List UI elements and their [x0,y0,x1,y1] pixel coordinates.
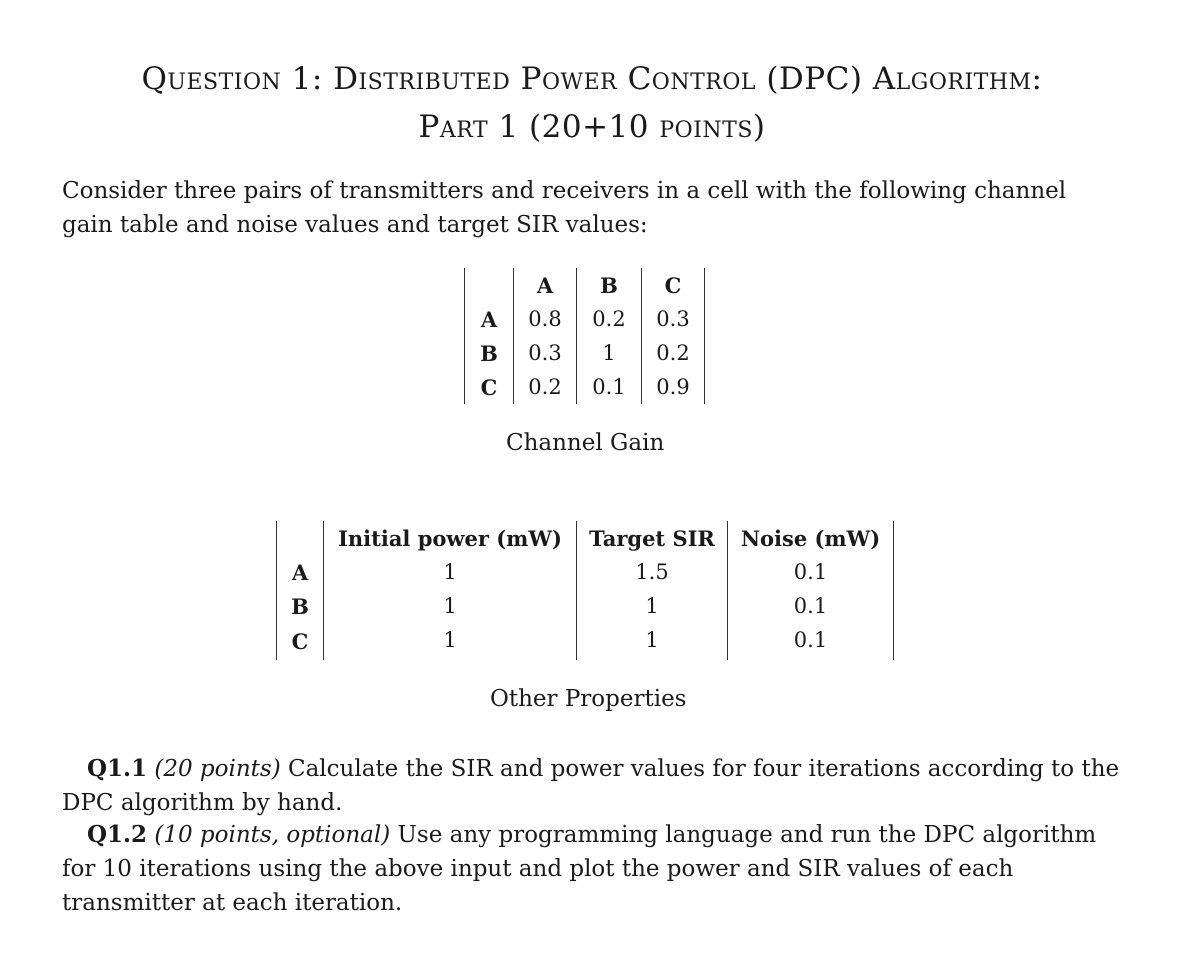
channel-gain-caption: Channel Gain [506,430,665,456]
question-text: Use any programming language and run the DPC algorithm for 10 iterations using the above input and plot the power and SIR values of each transmitter at each iteration. [62,822,1097,916]
table-header-row [465,268,705,302]
table-cell: 0.1 [577,370,642,404]
question-text: Calculate the SIR and power values for four iterations according to the DPC algorithm by hand. [62,756,1120,816]
page-title-line-2: Part 1 (20+10 points) [418,109,766,145]
column-header: A [514,268,577,302]
row-header: C [277,623,324,660]
question-q1-2 [62,818,1122,920]
row-header: A [465,302,514,336]
column-header: C [642,268,705,302]
question-q1-1 [62,752,1122,820]
question-points: (10 points, optional) [154,822,391,848]
table-cell: 0.3 [514,336,577,370]
column-header: Noise (mW) [728,521,894,555]
other-properties-table [276,521,894,660]
table-cell: 1 [324,589,577,623]
question-points: (20 points) [154,756,281,782]
table-cell: 0.1 [728,589,894,623]
row-header: A [277,555,324,589]
table-cell: 0.1 [728,555,894,589]
table-cell: 0.2 [577,302,642,336]
table-row [465,370,705,404]
table-row [277,555,894,589]
other-properties-caption: Other Properties [490,686,687,712]
table-cell: 1 [324,623,577,660]
table-row [465,302,705,336]
table-corner-cell [465,268,514,302]
table-cell: 1 [577,336,642,370]
row-header: B [277,589,324,623]
table-row [465,336,705,370]
table-cell: 1 [577,589,728,623]
channel-gain-table [464,268,705,404]
table-cell: 0.3 [642,302,705,336]
table-cell: 0.8 [514,302,577,336]
question-label: Q1.2 [87,821,148,848]
question-label: Q1.1 [87,755,148,782]
row-header: B [465,336,514,370]
table-cell: 1.5 [577,555,728,589]
intro-paragraph: Consider three pairs of transmitters and receivers in a cell with the following channel gain table and noise values and target SIR values: [62,178,1067,238]
table-cell: 0.2 [642,336,705,370]
table-corner-cell [277,521,324,555]
table-cell: 0.2 [514,370,577,404]
column-header: B [577,268,642,302]
table-cell: 0.9 [642,370,705,404]
column-header: Initial power (mW) [324,521,577,555]
column-header: Target SIR [577,521,728,555]
page-title-line-1: Question 1: Distributed Power Control (DPC) Algorithm: [141,61,1043,97]
table-cell: 0.1 [728,623,894,660]
table-cell: 1 [324,555,577,589]
table-header-row [277,521,894,555]
table-cell: 1 [577,623,728,660]
table-row [277,623,894,660]
table-row [277,589,894,623]
row-header: C [465,370,514,404]
